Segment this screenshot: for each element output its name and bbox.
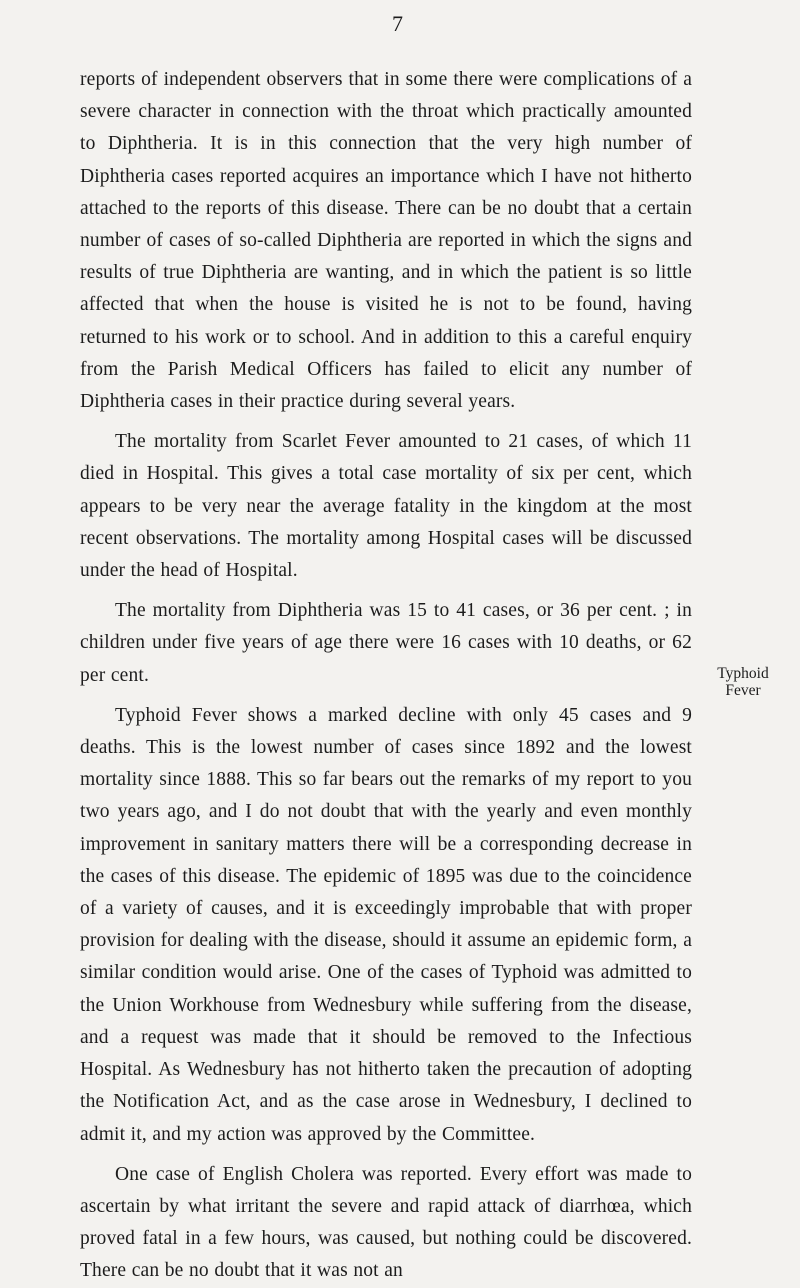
margin-note-typhoid-fever xyxy=(703,665,783,699)
body-text xyxy=(80,64,692,1288)
margin-note-line-1: Typhoid xyxy=(717,665,769,682)
paragraph-diphtheria-mortality: The mortality from Diphtheria was 15 to 41 cases, or 36 per cent. ; in children under five years of age there were 16 cases with 10 deaths, or 62 per cent. xyxy=(80,600,692,686)
paragraph-typhoid-fever: Typhoid Fever shows a marked decline with only 45 cases and 9 deaths. This is the lowest number of cases since 1892 and the lowest mortality since 1888. This so far bears out the remarks of my report to you two years ago, and I do not doubt that with the yearly and even monthly improvement in sanitary matters there will be a corresponding decrease in the cases of this disease. The epidemic of 1895 was due to the coincidence of a variety of causes, and it is exceedingly improbable that with proper provision for dealing with the disease, should it assume an epidemic form, a similar condition would arise. One of the cases of Typhoid was admitted to the Union Workhouse from Wednesbury while suffering from the disease, and a request was made that it should be removed to the Infectious Hospital. As Wednesbury has not hitherto taken the precaution of adopting the Notification Act, and as the case arose in Wednesbury, I declined to admit it, and my action was approved by the Committee. xyxy=(80,704,692,1145)
paragraph-scarlet-fever: The mortality from Scarlet Fever amounted to 21 cases, of which 11 died in Hospital. This gives a total case mortality of six per cent, which appears to be very near the average fatality in the kingdom at the most recent observations. The mortality among Hospital cases will be discussed under the head of Hospital. xyxy=(80,431,692,582)
paragraph-english-cholera: One case of English Cholera was reported. Every effort was made to ascertain by what irritant the severe and rapid attack of diarrhœa, which proved fatal in a few hours, was caused, but nothing could be discovered. There can be no doubt that it was not an xyxy=(80,1163,692,1282)
margin-note-line-2: Fever xyxy=(725,682,761,699)
paragraph-diphtheria-reports: reports of independent observers that in some there were complications of a severe character in connection with the throat which practically amounted to Diphtheria. It is in this connection that the very high number of Diphtheria cases reported acquires an importance which I have not hitherto attached to the reports of this disease. There can be no doubt that a certain number of cases of so-called Diphtheria are reported in which the signs and results of true Diphtheria are wanting, and in which the patient is so little affected that when the house is visited he is not to be found, having returned to his work or to school. And in addition to this a careful enquiry from the Parish Medical Officers has failed to elicit any number of Diphtheria cases in their practice during several years. xyxy=(80,69,692,413)
page-number: 7 xyxy=(392,11,403,36)
